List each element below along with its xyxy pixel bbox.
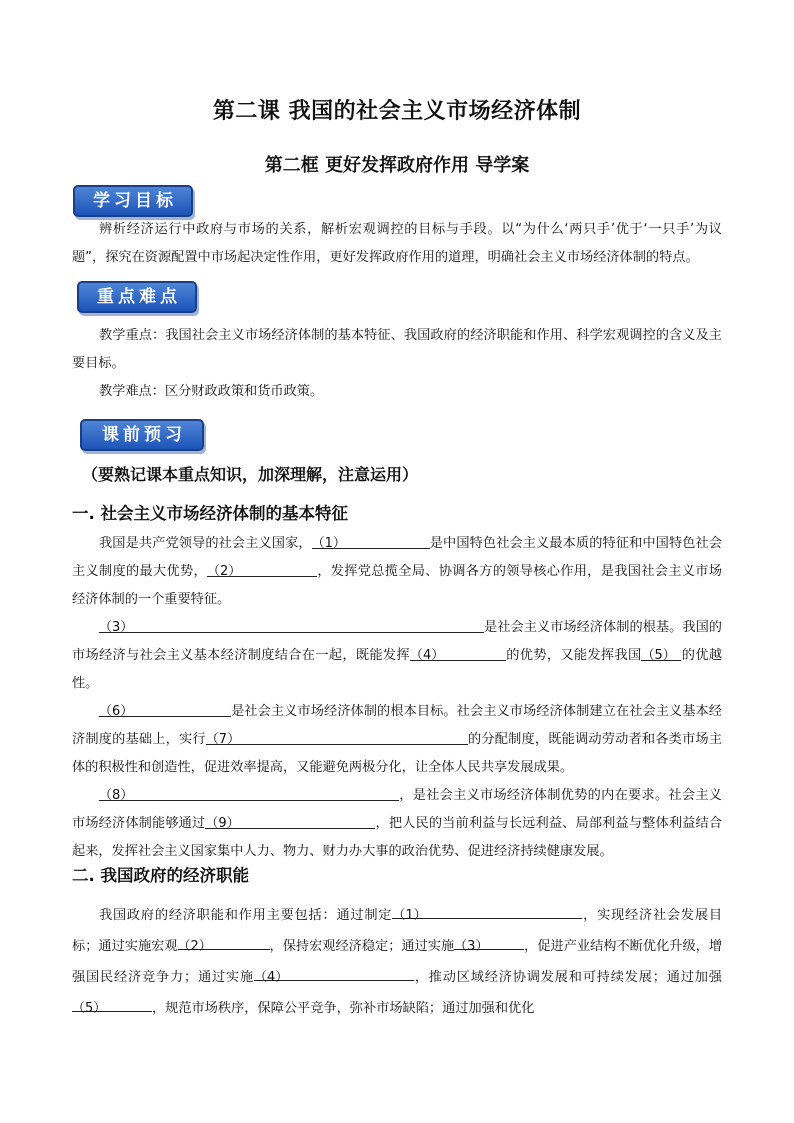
section1-paragraph-3: （6） 是社会主义市场经济体制的根本目标。社会主义市场经济体制建立在社会主义基本经济制度的基础上，实行（7） 的分配制度，既能调动劳动者和各类市场主体的积极性和创造性，促进效率提高，又能避免两极分化，让全体人民共享发展成果。 <box>72 698 722 782</box>
key-point-text: 教学重点：我国社会主义市场经济体制的基本特征、我国政府的经济职能和作用、科学宏观调控的含义及主要目标。 <box>72 328 722 371</box>
blank-1[interactable]: （1） <box>312 530 430 549</box>
blank-2[interactable]: （2） <box>207 558 317 577</box>
section1-paragraph-4: （8） ，是社会主义市场经济体制优势的内在要求。社会主义市场经济体制能够通过（9） ，把人民的当前利益与长远利益、局部利益与整体利益结合起来，发挥社会主义国家集中人力、物力、财力办大事的政治优势、促进经济持续健康发展。 <box>72 782 722 866</box>
section1-heading: 一. 社会主义市场经济体制的基本特征 <box>72 504 349 523</box>
preview-badge: 课前预习 <box>80 419 204 451</box>
section2-paragraph-1: 我国政府的经济职能和作用主要包括：通过制定（1） ，实现经济社会发展目标；通过实施宏观（2） ，保持宏观经济稳定；通过实施（3） ，促进产业结构不断优化升级，增强国民经济竞争力；通过实施（4） ，推动区域经济协调发展和可持续发展；通过加强（5） ，规范市场秩序，保障公平竞争，弥补市场缺陷；通过加强和优化 <box>72 900 722 1024</box>
section1-body <box>72 530 722 866</box>
objectives-badge: 学习目标 <box>73 185 193 217</box>
section1-paragraph-1: 我国是共产党领导的社会主义国家，（1） 是中国特色社会主义最本质的特征和中国特色社会主义制度的最大优势，（2） ，发挥党总揽全局、协调各方的领导核心作用，是我国社会主义市场经济体制的一个重要特征。 <box>72 530 722 614</box>
objectives-paragraph <box>72 216 722 272</box>
blank-9[interactable]: （9） <box>205 810 375 829</box>
key-points-paragraph <box>72 322 722 406</box>
blank-s2-2[interactable]: （2） <box>178 931 270 950</box>
blank-3[interactable]: （3） <box>99 614 484 633</box>
blank-6[interactable]: （6） <box>99 698 231 717</box>
blank-4[interactable]: （4） <box>410 642 506 661</box>
blank-7[interactable]: （7） <box>206 726 468 745</box>
blank-s2-3[interactable]: （3） <box>454 931 524 950</box>
key-points-badge: 重点难点 <box>77 281 197 313</box>
section2-body <box>72 900 722 1024</box>
objectives-text: 辨析经济运行中政府与市场的关系，解析宏观调控的目标与手段。以“为什么‘两只手’优于‘一只手’为议题”，探究在资源配置中市场起决定性作用，更好发挥政府作用的道理，明确社会主义市场经济体制的特点。 <box>72 222 722 265</box>
page-title: 第二课 我国的社会主义市场经济体制 <box>212 99 582 124</box>
page-subtitle: 第二框 更好发挥政府作用 导学案 <box>264 155 530 176</box>
difficulty-text: 教学难点：区分财政政策和货币政策。 <box>99 384 324 399</box>
blank-8[interactable]: （8） <box>99 782 399 801</box>
blank-s2-5[interactable]: （5） <box>72 993 152 1012</box>
blank-s2-4[interactable]: （4） <box>254 962 414 981</box>
blank-s2-1[interactable]: （1） <box>392 900 582 919</box>
blank-5[interactable]: （5） <box>641 642 681 661</box>
section2-heading: 二. 我国政府的经济职能 <box>72 866 250 885</box>
section1-paragraph-2: （3） 是社会主义市场经济体制的根基。我国的市场经济与社会主义基本经济制度结合在一起，既能发挥（4） 的优势，又能发挥我国（5） 的优越性。 <box>72 614 722 698</box>
preview-note: （要熟记课本重点知识，加深理解，注意运用） <box>82 465 419 484</box>
